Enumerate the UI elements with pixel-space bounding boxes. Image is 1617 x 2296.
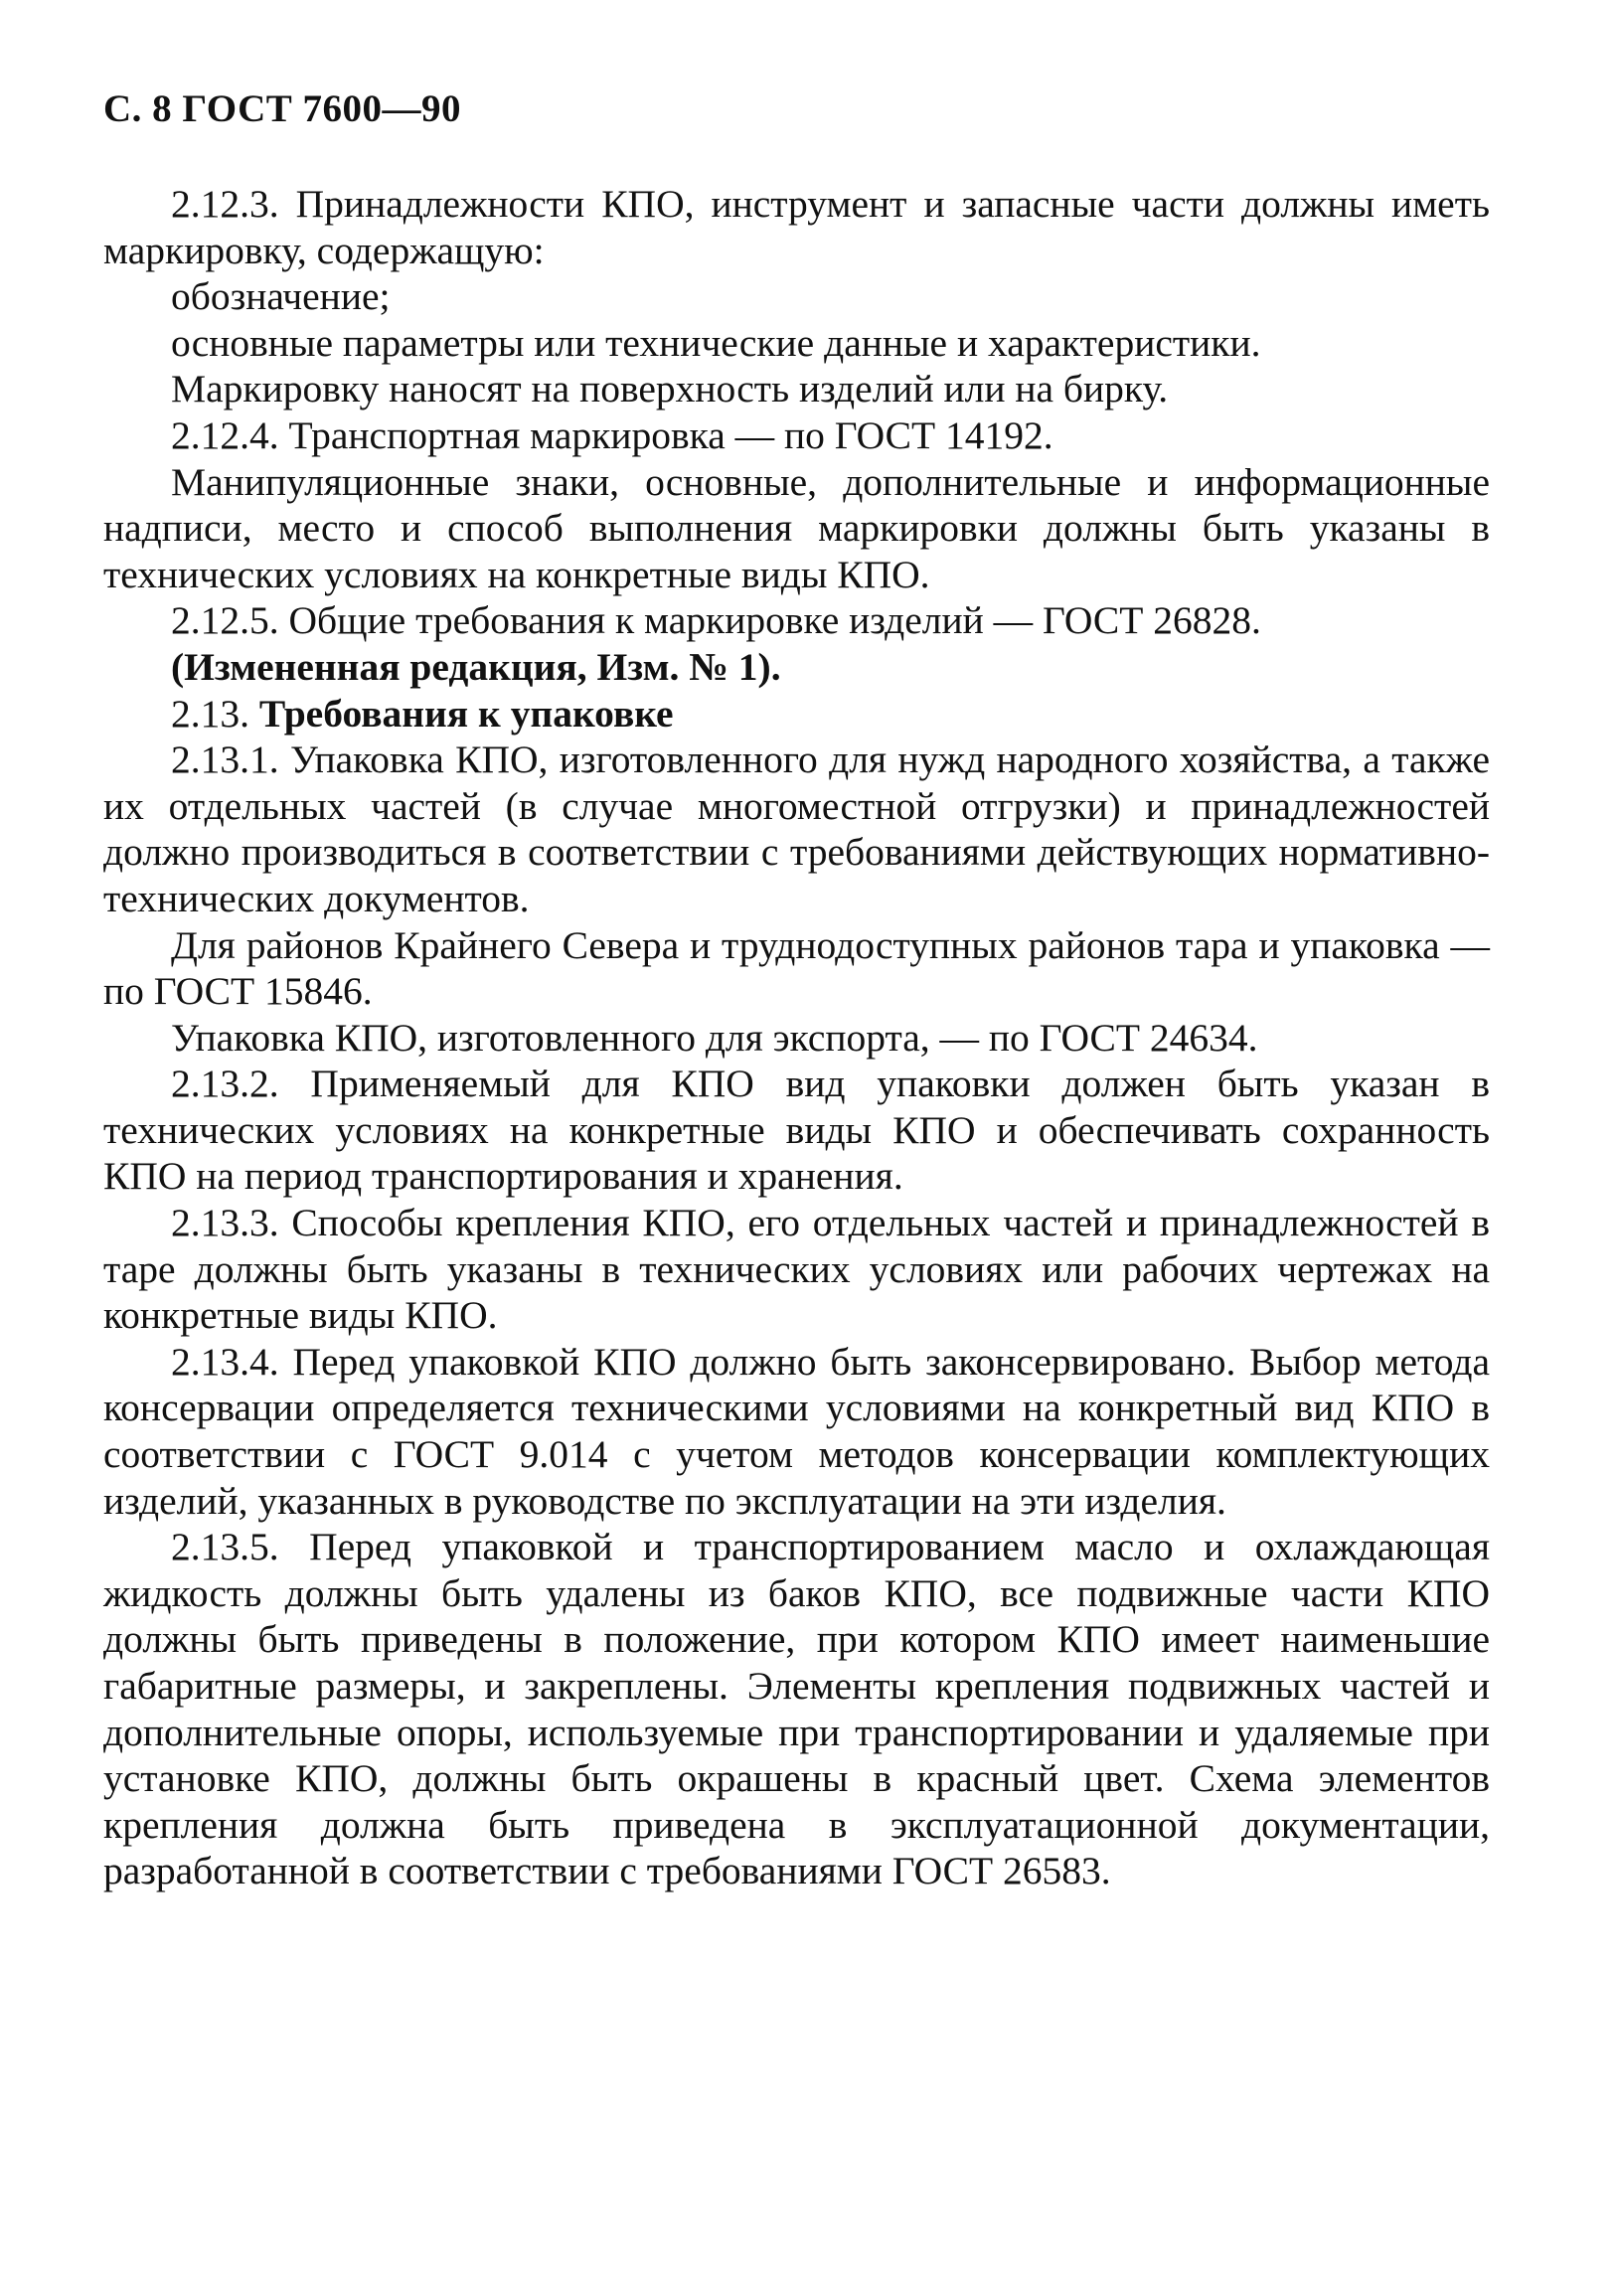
paragraph-2-13-2: 2.13.2. Применяемый для КПО вид упаковки должен быть указан в технических условиях на конкретные виды КПО и обеспечивать сохранность КПО на период транспортирования и хранения.	[103, 1062, 1490, 1199]
list-item-designation: обозначение;	[171, 274, 391, 319]
amendment-note: (Измененная редакция, Изм. № 1).	[171, 644, 781, 689]
paragraph-2-12-5: 2.12.5. Общие требования к маркировке изделий — ГОСТ 26828.	[171, 598, 1261, 643]
section-heading-2-13	[103, 691, 1490, 738]
paragraph-export-packaging: Упаковка КПО, изготовленного для экспорта, — по ГОСТ 24634.	[171, 1015, 1258, 1060]
paragraph-2-12-4: 2.12.4. Транспортная маркировка — по ГОСТ 14192.	[171, 412, 1053, 457]
list-item-parameters: основные параметры или технические данные и характеристики.	[171, 320, 1261, 365]
paragraph-2-13-3: 2.13.3. Способы крепления КПО, его отдельных частей и принадлежностей в таре должны быть указаны в технических условиях или рабочих чертежах на конкретные виды КПО.	[103, 1201, 1490, 1338]
paragraph-2-13-1: 2.13.1. Упаковка КПО, изготовленного для нужд народного хозяйства, а также их отдельных частей (в случае многоместной отгрузки) и принадлежностей должно производиться в соответствии с требованиями действующих нормативно-технических документов.	[103, 738, 1490, 920]
page-header: С. 8 ГОСТ 7600—90	[103, 87, 461, 130]
paragraph-handling-signs: Манипуляционные знаки, основные, дополнительные и информационные надписи, место и способ выполнения маркировки должны быть указаны в технических условиях на конкретные виды КПО.	[103, 459, 1490, 596]
paragraph-far-north: Для районов Крайнего Севера и труднодоступных районов тара и упаковка — по ГОСТ 15846.	[103, 922, 1490, 1014]
document-body	[103, 181, 1490, 1894]
paragraph-2-13-4: 2.13.4. Перед упаковкой КПО должно быть законсервировано. Выбор метода консервации определяется техническими условиями на конкретный вид КПО в соответствии с ГОСТ 9.014 с учетом методов консервации комплектующих изделий, указанных в руководстве по эксплуатации на эти изделия.	[103, 1339, 1490, 1523]
paragraph-2-12-3: 2.12.3. Принадлежности КПО, инструмент и запасные части должны иметь маркировку, содержащую:	[103, 182, 1490, 272]
paragraph-2-13-5: 2.13.5. Перед упаковкой и транспортированием масло и охлаждающая жидкость должны быть удалены из баков КПО, все подвижные части КПО должны быть приведены в положение, при котором КПО имеет наименьшие габаритные размеры, и закреплены. Элементы крепления подвижных частей и дополнительные опоры, используемые при транспортировании и удаляемые при установке КПО, должны быть окрашены в красный цвет. Схема элементов крепления должна быть приведена в эксплуатационной документации, разработанной в соответствии с требованиями ГОСТ 26583.	[103, 1525, 1490, 1893]
section-number: 2.13.	[171, 691, 249, 736]
paragraph-marking-placement: Маркировку наносят на поверхность изделий или на бирку.	[171, 367, 1169, 411]
section-title: Требования к упаковке	[258, 691, 674, 736]
